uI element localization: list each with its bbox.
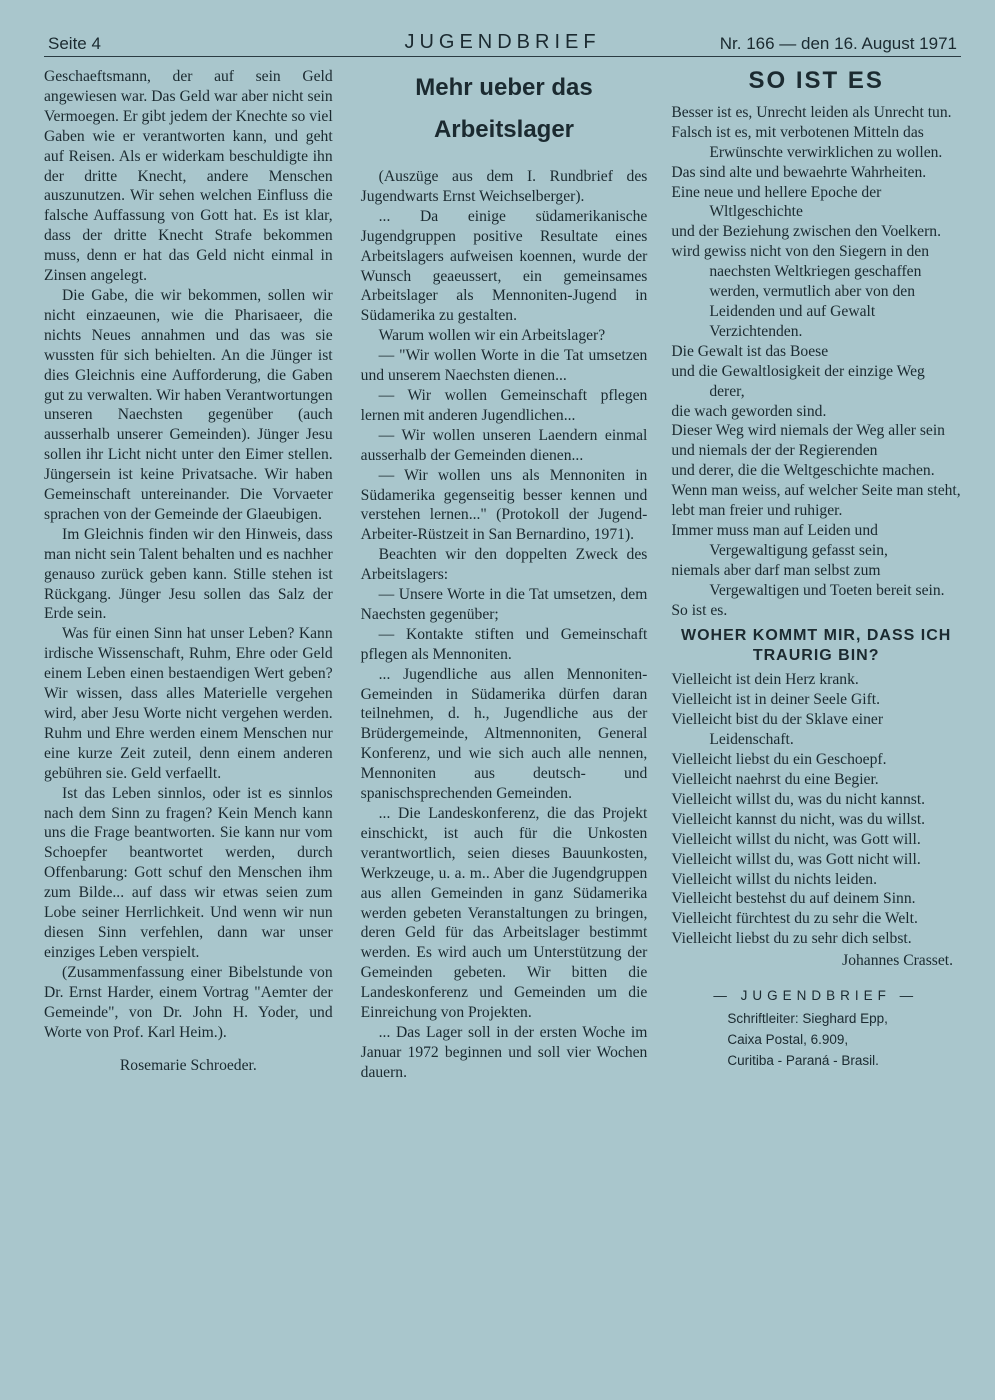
paragraph: Ist das Leben sinnlos, oder ist es sinnlos nach dem Sinn zu fragen? Kein Mench kann uns die Frage beantworten. Sie kann nur vom Schoepfer beantwortet werden, durch Offenbarung: Gott schuf den Menschen ihm zum Bilde... auf dass wir etwas seien zum Lobe seiner Herrlichkeit. Und wenn wir nun diesen Sinn verfehlen, dann war unser einziges Leben verspielt. — [44, 784, 333, 961]
paragraph: Beachten wir den doppelten Zweck des Arbeitslagers: — [360, 546, 648, 584]
imprint-line: Curitiba - Paraná - Brasil. — [727, 1053, 879, 1069]
poem-verse: Vielleicht liebst du ein Geschoepf. — [671, 751, 887, 769]
poem-verse: Die Gewalt ist das Boese — [671, 342, 829, 360]
paragraph: — Wir wollen unseren Laendern einmal ausserhalb der Gemeinden dienen... — [360, 426, 648, 464]
poem-verse: und die Gewaltlosigkeit der einzige Weg derer, — [671, 362, 925, 400]
page-number: Seite 4 — [48, 34, 101, 53]
page-header — [44, 24, 961, 57]
imprint-line: Schriftleiter: Sieghard Epp, — [727, 1011, 888, 1027]
paragraph: — "Wir wollen Worte in die Tat umsetzen und unserem Naechsten dienen... — [360, 347, 648, 385]
poem-title-2: WOHER KOMMT MIR, DASS ICH TRAURIG BIN? — [681, 627, 952, 665]
imprint — [671, 985, 961, 1071]
author-signature: Rosemarie Schroeder. — [119, 1057, 257, 1075]
poem-verse: Vielleicht fürchtest du zu sehr die Welt. — [671, 910, 918, 928]
paragraph: Die Gabe, die wir bekommen, sollen wir nicht einzaeunen, wie die Pharisaeer, die nichts Neues annahmen und das was sie wussten für sich behielten. An die Jünger ist dies Gleichnis eine Aufforderung, die Gaben gut zu verwalten. Wir haben Verantwortungen unseren Naechsten gegenüber (auch ausserhalb unserer Gemeinden). Jünger Jesu sollen ihr Licht nicht unter den Eimer stellen. Jüngersein ist keine Privatsache. Wir haben Gemeinschaft untereinander. Die Vorvaeter sprachen von der Gemeinde der Glaeubigen. — [44, 286, 333, 523]
column-left — [44, 67, 333, 1083]
paragraph: (Zusammenfassung einer Bibelstunde von Dr. Ernst Harder, einem Vortrag "Aemter der Gemeinde", von Dr. John H. Yoder, und Worte von Prof. Karl Heim.). — [44, 963, 333, 1041]
poem-verse: Vielleicht liebst du zu sehr dich selbst. — [671, 930, 912, 948]
paragraph: Geschaeftsmann, der auf sein Geld angewiesen war. Das Geld war aber nicht sein Vermoegen. Er gibt jedem der Knechte so viel Gaben wie er verantworten kann, und geht auf Reisen. Als er widerkam beschuldigte ihn der dritte Knecht, andere Menschen auszunutzen. Wir sehen welchen Einfluss die falsche Auffassung von Gott hat. Es ist klar, dass der dritte Knecht Strafe bekommen muss, denn er hat das Geld nicht einmal in Zinsen angelegt. — [44, 68, 333, 285]
poem-verse: Vielleicht bestehst du auf deinem Sinn. — [671, 890, 916, 908]
paragraph: ... Da einige südamerikanische Jugendgruppen positive Resultate eines Arbeitslagers aufweisen koennen, wurde der Wunsch geaeussert, ein gemeinsames Arbeitslager als Mennoniten-Jugend in Südamerika zu gestalten. — [360, 207, 648, 325]
poem-verse: lebt man freier und ruhiger. — [671, 502, 843, 520]
poem-verse: und derer, die die Weltgeschichte machen. — [671, 462, 935, 480]
poem-verse: wird gewiss nicht von den Siegern in den naechsten Weltkriegen geschaffen werden, vermutlich aber von den Leidenden und auf Gewalt Verzichtenden. — [671, 243, 930, 340]
column-middle — [361, 67, 648, 1083]
paragraph: ... Das Lager soll in der ersten Woche im Januar 1972 beginnen und soll vier Wochen dauern. — [360, 1023, 648, 1081]
poem-verse: niemals aber darf man selbst zum Vergewaltigen und Toeten bereit sein. — [671, 561, 945, 599]
poem-verse: Dieser Weg wird niemals der Weg aller sein — [671, 422, 945, 440]
poem-verse: Besser ist es, Unrecht leiden als Unrecht tun. — [671, 103, 952, 121]
poem-verse: Vielleicht naehrst du eine Begier. — [671, 771, 879, 788]
poem-verse: Immer muss man auf Leiden und Vergewaltigung gefasst sein, — [671, 521, 888, 559]
poem-title: SO IST ES — [748, 67, 884, 94]
paragraph: — Wir wollen uns als Mennoniten in Südamerika gegenseitig besser kennen und verstehen lernen..." (Protokoll der Jugend-Arbeiter-Rüstzeit in San Bernardino, 1971). — [360, 466, 648, 544]
paragraph: (Auszüge aus dem I. Rundbrief des Jugendwarts Ernst Weichselberger). — [360, 168, 648, 205]
poem-verse: Vielleicht willst du nicht, was Gott will. — [671, 830, 921, 848]
poem-verse: Falsch ist es, mit verbotenen Mitteln das Erwünschte verwirklichen zu wollen. — [671, 123, 943, 161]
poem-author: Johannes Crasset. — [842, 952, 953, 970]
poem-verse: Das sind alte und bewaehrte Wahrheiten. — [671, 163, 927, 181]
poem-verse: So ist es. — [671, 601, 728, 619]
poem-verse: Vielleicht willst du, was Gott nicht will. — [671, 850, 921, 868]
paragraph: — Kontakte stiften und Gemeinschaft pflegen als Mennoniten. — [360, 625, 648, 663]
poem-verse: Vielleicht bist du der Sklave einer Leidenschaft. — [671, 711, 884, 749]
poem-verse: Wenn man weiss, auf welcher Seite man steht, — [671, 482, 961, 500]
column-right — [671, 67, 961, 1083]
poem-verse: und der Beziehung zwischen den Voelkern. — [671, 223, 941, 241]
poem-verse: Eine neue und hellere Epoche der Wltlgeschichte — [671, 183, 882, 221]
paragraph: — Wir wollen Gemeinschaft pflegen lernen mit anderen Jugendlichen... — [360, 386, 648, 424]
article-title: Mehr ueber das Arbeitslager — [415, 74, 593, 143]
poem-verse: und niemals der der Regierenden — [671, 442, 878, 460]
issue-date: Nr. 166 — den 16. August 1971 — [719, 34, 957, 53]
paragraph: Warum wollen wir ein Arbeitslager? — [378, 327, 606, 345]
paragraph: ... Die Landeskonferenz, die das Projekt einschickt, ist auch für die Unkosten verantwortlich, seien dieses Bauunkosten, Werkzeuge, u. a. m.. Aber die Jugendgruppen aus allen Gemeinden in ganz Südamerika werden gebeten Veranstaltungen zu bringen, deren Geld für das Arbeitslager bestimmt werden. Es wird auch um Unterstützung der Gemeinden gebeten. Wir bitten die Landeskonferenz und Gemeinden um die Einreichung von Projekten. — [360, 805, 648, 1022]
paragraph: ... Jugendliche aus allen Mennoniten-Gemeinden in Südamerika dürfen daran teilnehmen, d. h., Jugendliche aus der Brüdergemeinde, Altmennoniten, General Konferenz, und wie sich auch alle nennen, Mennoniten aus deutsch- und spanischsprechenden Gemeinden. — [360, 665, 648, 803]
poem-verse: Vielleicht willst du, was du nicht kannst. — [671, 790, 926, 808]
poem-verse: Vielleicht ist dein Herz krank. — [671, 671, 859, 689]
imprint-title: — JUGENDBRIEF — — [713, 988, 919, 1004]
poem-verse: Vielleicht ist in deiner Seele Gift. — [671, 691, 880, 709]
paragraph: Im Gleichnis finden wir den Hinweis, dass man nicht sein Talent behalten und es nachher genauso zurück geben kann. Stille stehen ist Rückgang. Jünger Jesu sollen das Salz der Erde sein. — [44, 525, 333, 623]
poem-verse: die wach geworden sind. — [671, 402, 827, 420]
masthead-title: JUGENDBRIEF — [404, 31, 601, 53]
paragraph: — Unsere Worte in die Tat umsetzen, dem Naechsten gegenüber; — [360, 586, 648, 623]
poem-verse: Vielleicht willst du nichts leiden. — [671, 870, 877, 888]
paragraph: Was für einen Sinn hat unser Leben? Kann irdische Wissenschaft, Ruhm, Ehre oder Geld einem Leben einen bestaendigen Wert geben? Wir wissen, dass alles Materielle vergehen wird, aber Jesu Worte nicht vergehen werden. Ruhm und Ehre werden einem Menschen nur eine kurze Zeit zuteil, denn einem anderen gebühren sie. Geld verfaellt. — [44, 625, 333, 782]
imprint-line: Caixa Postal, 6.909, — [727, 1032, 849, 1048]
poem-verse: Vielleicht kannst du nicht, was du willst. — [671, 810, 926, 828]
